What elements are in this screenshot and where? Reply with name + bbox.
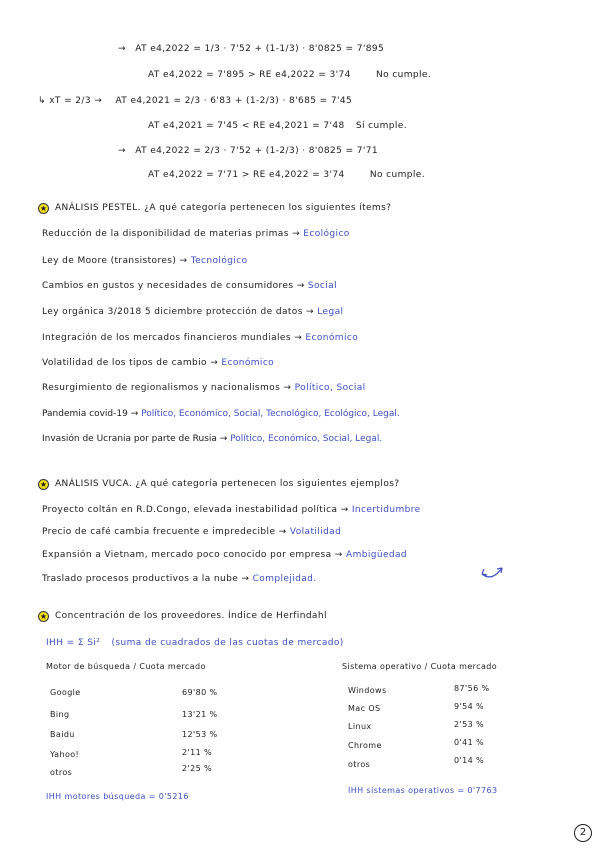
table-row: [348, 686, 387, 695]
table-row-value: 0'14 %: [454, 756, 485, 765]
calc-prefix: ↳ xT = 2/3 →: [38, 96, 103, 106]
row-name: otros: [348, 760, 371, 769]
item-answer: Tecnológico: [190, 256, 248, 266]
vuca-heading: ANÁLISIS VUCA. ¿A qué categoría pertenecen los siguientes ejemplos?: [55, 479, 400, 489]
vuca-item: [42, 550, 407, 560]
pestel-heading: ANÁLISIS PESTEL. ¿A qué categoría pertenecen los siguientes ítems?: [55, 203, 392, 213]
table-row-value: 2'11 %: [182, 748, 213, 757]
item-answer: Económico: [305, 333, 359, 343]
hhi-formula-line: [46, 638, 344, 648]
table-row: [348, 704, 381, 713]
pestel-item: [42, 281, 337, 291]
row-name: Chrome: [348, 741, 382, 750]
calc-line-5: [118, 146, 378, 156]
item-text: Ley orgánica 3/2018 5 diciembre protección de datos →: [42, 307, 314, 317]
item-text: Cambios en gustos y necesidades de consumidores →: [42, 281, 305, 291]
row-name: Yahoo!: [50, 750, 80, 759]
table-row-value: 12'53 %: [182, 730, 218, 739]
calc-text: AT e4,2022 = 2/3 · 7'52 + (1-2/3) · 8'0825 = 7'71: [135, 146, 378, 156]
calc-note: Sí cumple.: [355, 121, 407, 131]
table-row-value: 87'56 %: [454, 684, 490, 693]
table-row-value: 13'21 %: [182, 710, 218, 719]
item-text: Pandemia covid-19 →: [42, 409, 139, 419]
table-row: [50, 688, 81, 697]
calc-line-3: [38, 96, 352, 106]
pestel-item: [42, 434, 382, 444]
item-answer: Incertidumbre: [351, 505, 421, 515]
item-text: Expansión a Vietnam, mercado poco conocido por empresa →: [42, 550, 343, 560]
row-name: Google: [50, 688, 81, 697]
table-row: [50, 750, 79, 759]
calc-prefix: →: [118, 146, 126, 156]
item-answer: Complejidad.: [252, 574, 317, 584]
item-text: Volatilidad de los tipos de cambio →: [42, 358, 219, 368]
calc-line-4: [148, 121, 407, 131]
hhi-heading: Concentración de los proveedores. Índice de Herfindahl: [55, 611, 327, 621]
right-table-result: IHH sistemas operativos = 0'7763: [348, 786, 498, 795]
pestel-item: [42, 333, 358, 343]
hhi-formula: IHH = Σ Si²: [46, 638, 101, 648]
row-name: Baidu: [50, 730, 75, 739]
pestel-item: [42, 358, 274, 368]
star-icon: ★: [39, 204, 48, 213]
item-answer: Económico: [221, 358, 275, 368]
table-row: [50, 710, 69, 719]
curved-arrow-icon: [478, 560, 508, 582]
left-table-header: Motor de búsqueda / Cuota mercado: [46, 662, 206, 671]
table-row-value: 2'53 %: [454, 720, 485, 729]
row-name: Bing: [50, 710, 70, 719]
row-name: Mac OS: [348, 704, 381, 713]
item-text: Precio de café cambia frecuente e impredecible →: [42, 527, 287, 537]
table-row: [348, 722, 372, 731]
item-answer: Ecológico: [303, 229, 350, 239]
pestel-item: [42, 256, 248, 266]
item-text: Integración de los mercados financieros mundiales →: [42, 333, 303, 343]
item-answer: Político, Social: [294, 383, 366, 393]
table-row: [348, 741, 382, 750]
item-answer: Político, Económico, Social, Tecnológico, Ecológico, Legal.: [141, 409, 400, 419]
left-table-result: IHH motores búsqueda = 0'5216: [46, 792, 189, 801]
calc-line-1: [118, 44, 384, 54]
pestel-item: [42, 409, 400, 419]
calc-prefix: →: [118, 44, 126, 54]
star-icon: ★: [39, 480, 48, 489]
item-text: Reducción de la disponibilidad de materias primas →: [42, 229, 301, 239]
calc-text: AT e4,2022 = 7'895 > RE e4,2022 = 3'74: [148, 70, 351, 80]
page-number: 2: [574, 824, 592, 842]
item-answer: Legal: [317, 307, 344, 317]
table-row-value: 2'25 %: [182, 764, 213, 773]
table-row: [348, 760, 370, 769]
pestel-item: [42, 307, 343, 317]
item-text: Proyecto coltán en R.D.Congo, elevada inestabilidad política →: [42, 505, 349, 515]
calc-note: No cumple.: [375, 70, 432, 80]
row-name: otros: [50, 768, 73, 777]
item-answer: Volatilidad: [289, 527, 342, 537]
right-table-header: Sistema operativo / Cuota mercado: [342, 662, 498, 671]
calc-note: No cumple.: [369, 170, 425, 180]
calc-text: AT e4,2021 = 7'45 < RE e4,2021 = 7'48: [148, 121, 345, 131]
pestel-item: [42, 229, 350, 239]
table-row-value: 0'41 %: [454, 738, 485, 747]
table-row: [50, 768, 72, 777]
calc-line-2: [148, 70, 431, 80]
vuca-item: [42, 574, 317, 584]
item-answer: Ambigüedad: [346, 550, 408, 560]
calc-line-6: [148, 170, 425, 180]
row-name: Windows: [348, 686, 387, 695]
pestel-item: [42, 383, 366, 393]
calc-text: AT e4,2022 = 7'71 > RE e4,2022 = 3'74: [148, 170, 345, 180]
item-text: Resurgimiento de regionalismos y nacionalismos →: [42, 383, 292, 393]
vuca-item: [42, 505, 421, 515]
item-answer: Político, Económico, Social, Legal.: [230, 434, 383, 444]
item-text: Invasión de Ucrania por parte de Rusia →: [42, 434, 228, 444]
vuca-item: [42, 527, 341, 537]
calc-text: AT e4,2022 = 1/3 · 7'52 + (1-1/3) · 8'0825 = 7'895: [135, 44, 385, 54]
table-row-value: 69'80 %: [182, 688, 218, 697]
item-answer: Social: [307, 281, 337, 291]
hhi-formula-note: (suma de cuadrados de las cuotas de mercado): [111, 638, 344, 648]
calc-text: AT e4,2021 = 2/3 · 6'83 + (1-2/3) · 8'685 = 7'45: [115, 96, 353, 106]
star-icon: ★: [39, 612, 48, 621]
table-row-value: 9'54 %: [454, 702, 485, 711]
item-text: Traslado procesos productivos a la nube →: [42, 574, 250, 584]
row-name: Linux: [348, 722, 372, 731]
item-text: Ley de Moore (transistores) →: [42, 256, 188, 266]
table-row: [50, 730, 75, 739]
